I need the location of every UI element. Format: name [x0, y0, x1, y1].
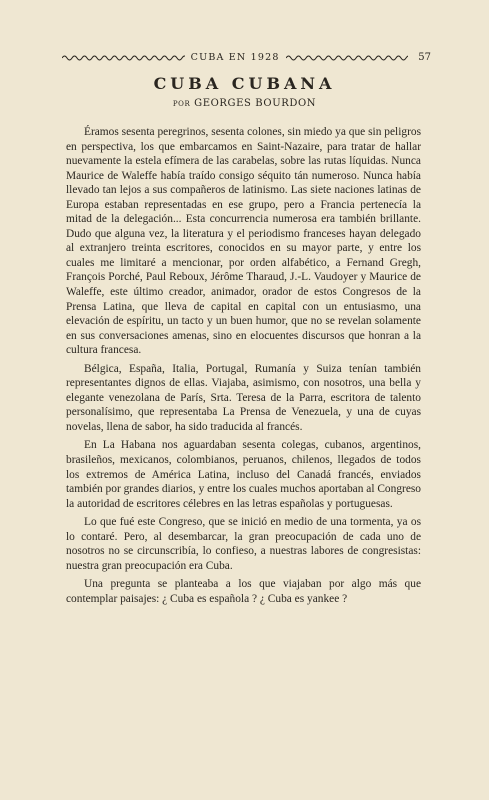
running-head — [62, 52, 431, 63]
running-title: CUBA EN 1928 — [190, 52, 280, 63]
paragraph: Éramos sesenta peregrinos, sesenta colones, sin miedo ya que sin peligros en perspectiva, los que embarcamos en Saint-Nazaire, para tratar de hallar nuevamente la estela efímera de las carabelas, sobre las rutas líquidas. Nunca Maurice de Waleffe había traído consigo séquito tán numeroso. Nunca había llevado tan lejos a sus compañeros de latinismo. Las siete naciones latinas de Europa estaban representadas en ese grupo, pero a Francia pertenecía la mitad de la delegación... Esta concurrencia numerosa era también brillante. Dudo que alguna vez, la literatura y el periodismo franceses hayan delegado al extranjero treinta escritores, conocidos en su mayor parte, y entre los cuales me limitaré a mencionar, por orden alfabético, a Fernand Gregh, François Porché, Paul Reboux, Jérôme Tharaud, J.-L. Vaudoyer y Maurice de Waleffe, este último creador, animador, orador de estos Congresos de la Prensa Latina, que lleva de capital en capital con un entusiasmo, una elevación de espíritu, un tacto y un buen humor, que no se revelan solamente en sus conversaciones amenas, sino en elocuentes discursos que honran a la cultura francesa. — [66, 126, 421, 357]
paragraph: Una pregunta se planteaba a los que viajaban por algo más que contemplar paisajes: ¿ Cuba es española ? ¿ Cuba es yankee ? — [66, 578, 421, 605]
article-byline: por GEORGES BOURDON — [172, 98, 317, 109]
right-ornament — [286, 55, 409, 61]
article-title: CUBA CUBANA — [153, 74, 336, 93]
article-body — [66, 125, 421, 611]
paragraph: En La Habana nos aguardaban sesenta colegas, cubanos, argentinos, brasileños, mexicanos, colombianos, peruanos, chilenos, llegados de todos los extremos de América Latina, incluso del Canadá francés, enviados también por grandes diarios, y entre los cuales muchos aportaban al Congreso la autoridad de escritores célebres en las letras españolas y portuguesas. — [66, 439, 421, 510]
left-ornament — [62, 55, 185, 61]
page-number: 57 — [418, 52, 431, 63]
paragraph: Lo que fué este Congreso, que se inició en medio de una tormenta, ya os lo contaré. Pero, al desembarcar, la gran preocupación de cada uno de nosotros no se circunscribía, lo confieso, a nuestras labores de congresistas: nuestra gran preocupación era Cuba. — [66, 516, 421, 572]
paragraph: Bélgica, España, Italia, Portugal, Rumanía y Suiza tenían también representantes dignos de ellas. Viajaba, asimismo, con nosotros, una bella y elegante venezolana de París, Srta. Teresa de la Parra, escritora de talento personalísimo, que representaba La Prensa de Venezuela, y una de cuyas novelas, llena de sabor, ha sido traducida al francés. — [66, 362, 421, 433]
